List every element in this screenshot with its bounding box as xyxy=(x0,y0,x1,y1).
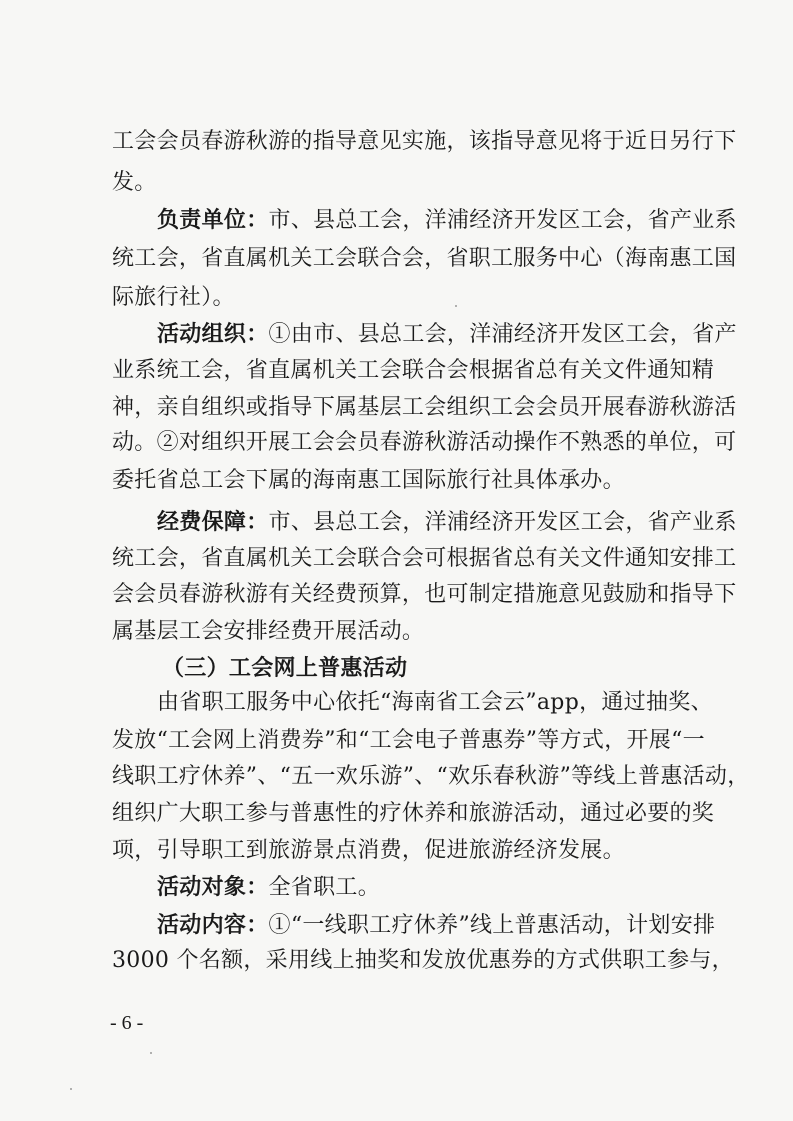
paragraph-line: 3000 个名额，采用线上抽奖和发放优惠券的方式供职工参与， xyxy=(112,948,734,973)
paragraph-line xyxy=(157,507,737,538)
paragraph-line: 发。 xyxy=(112,170,157,195)
scan-speck xyxy=(150,1052,152,1054)
paragraph-text: ①“一线职工疗休养”线上普惠活动，计划安排 xyxy=(268,913,716,938)
paragraph-text: 市、县总工会，洋浦经济开发区工会，省产业系 xyxy=(268,208,737,233)
paragraph-line: 统工会，省直属机关工会联合会可根据省总有关文件通知安排工 xyxy=(112,546,737,571)
paragraph-line: 属基层工会安排经费开展活动。 xyxy=(112,619,425,644)
paragraph-line: 工会会员春游秋游的指导意见实施，该指导意见将于近日另行下 xyxy=(112,129,737,154)
paragraph-line: 神，亲自组织或指导下属基层工会组织工会会员开展春游秋游活 xyxy=(112,395,737,420)
section-label: 活动组织： xyxy=(157,321,269,347)
paragraph-line: 统工会，省直属机关工会联合会，省职工服务中心（海南惠工国 xyxy=(112,246,737,271)
paragraph-text: 全省职工。 xyxy=(268,875,381,900)
paragraph-line xyxy=(157,319,737,350)
paragraph-text: ①由市、县总工会，洋浦经济开发区工会，省产 xyxy=(268,322,737,347)
section-heading: （三）工会网上普惠活动 xyxy=(162,655,408,681)
scan-speck xyxy=(70,1088,72,1090)
paragraph-line: 委托省总工会下属的海南惠工国际旅行社具体承办。 xyxy=(112,468,625,493)
page-number: - 6 - xyxy=(110,1012,144,1034)
section-label: 经费保障： xyxy=(157,509,269,535)
section-label: 负责单位： xyxy=(157,207,269,233)
paragraph-line: 会会员春游秋游有关经费预算，也可制定措施意见鼓励和指导下 xyxy=(112,582,737,607)
paragraph-line: 发放“工会网上消费券”和“工会电子普惠券”等方式，开展“一 xyxy=(112,728,705,753)
paragraph-line: 业系统工会，省直属机关工会联合会根据省总有关文件通知精 xyxy=(112,358,715,383)
paragraph-line: 项，引导职工到旅游景点消费，促进旅游经济发展。 xyxy=(112,838,625,863)
scan-speck xyxy=(455,305,457,307)
paragraph-line: 组织广大职工参与普惠性的疗休养和旅游活动，通过必要的奖 xyxy=(112,801,715,826)
paragraph-line xyxy=(157,205,737,236)
paragraph-line: 由省职工服务中心依托“海南省工会云”app，通过抽奖、 xyxy=(157,690,713,715)
section-label: 活动对象： xyxy=(157,874,269,900)
paragraph-line xyxy=(157,872,380,903)
paragraph-line xyxy=(157,910,715,941)
section-label: 活动内容： xyxy=(157,912,269,938)
paragraph-line: 动。②对组织开展工会会员春游秋游活动操作不熟悉的单位，可 xyxy=(112,430,737,455)
paragraph-text: 市、县总工会，洋浦经济开发区工会，省产业系 xyxy=(268,510,737,535)
paragraph-line: 线职工疗休养”、“五一欢乐游”、“欢乐春秋游”等线上普惠活动， xyxy=(112,764,750,789)
paragraph-line: 际旅行社）。 xyxy=(112,285,235,310)
